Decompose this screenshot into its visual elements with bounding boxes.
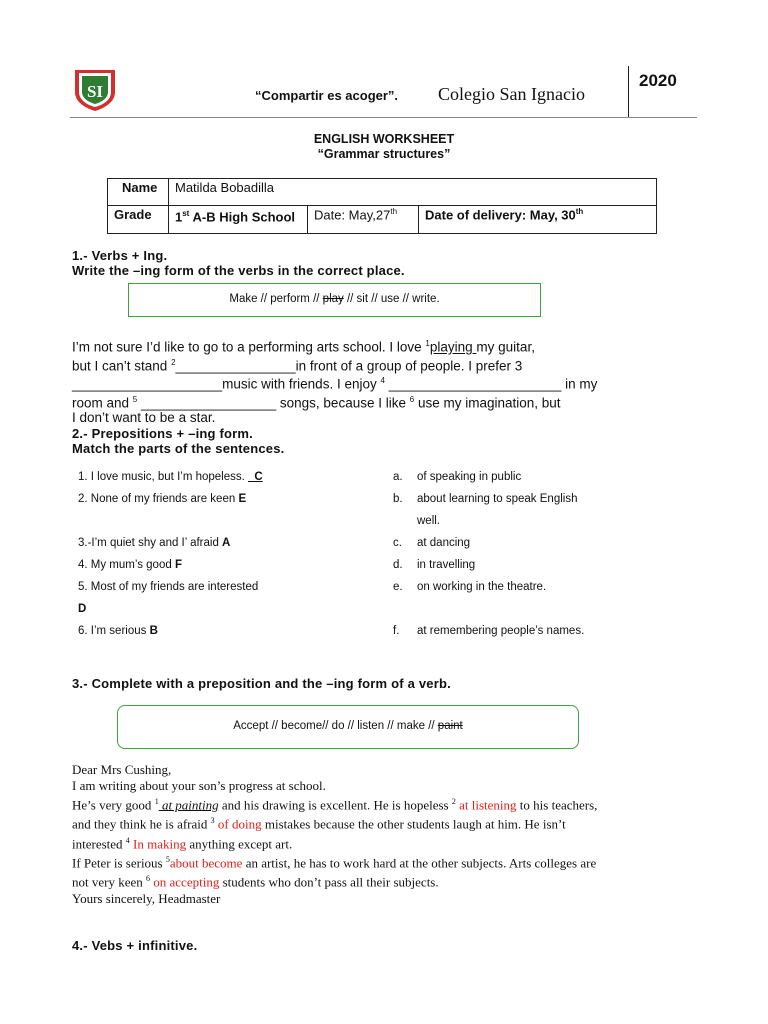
match-right-b: about learning to speak English	[417, 493, 578, 505]
letter-answer-3[interactable]: of doing	[214, 816, 262, 832]
school-name: Colegio San Ignacio	[438, 84, 585, 104]
match-left-4: 4. My mum’s good F	[78, 559, 182, 571]
date-field: Date: May,27th	[308, 206, 419, 234]
match-left-6: 6. I’m serious B	[78, 625, 158, 637]
name-value[interactable]: Matilda Bobadilla	[169, 179, 657, 206]
match-right-b-letter: b.	[393, 493, 403, 505]
letter-answer-1[interactable]: at painting	[158, 797, 219, 813]
match-left-5: 5. Most of my friends are interested	[78, 581, 259, 593]
name-label: Name	[108, 179, 169, 206]
section1-heading: 1.- Verbs + Ing.	[72, 248, 168, 263]
match-right-d: in travelling	[417, 559, 476, 571]
passage-line-1: I’m not sure I’d like to go to a performing arts school. I love $^1$playing my guitar,	[72, 339, 535, 355]
match-right-a: of speaking in public	[417, 471, 522, 483]
letter-signoff: Yours sincerely, Headmaster	[72, 890, 221, 906]
match-right-e-letter: e.	[393, 581, 403, 593]
match-left-5-answer: D	[78, 603, 87, 615]
letter-line-2: He’s very good $^1$ at painting and his drawing is excellent. He is hopeless $^2$ at listening to his teachers,	[72, 797, 598, 813]
match-left-1: 1. I love music, but I’m hopeless. _C	[78, 471, 263, 483]
match-right-d-letter: d.	[393, 559, 403, 571]
match-right-c-letter: c.	[393, 537, 402, 549]
worksheet-subtitle: “Grammar structures”	[317, 147, 451, 161]
letter-line-3: and they think he is afraid $^3$ of doing mistakes because the other students laugh at him. He isn’t	[72, 816, 566, 832]
grade-value: 1st A-B High School	[169, 206, 308, 234]
verb-bank-2: Accept // become// do // listen // make // paint	[233, 720, 463, 732]
worksheet-title: ENGLISH WORKSHEET	[313, 132, 455, 146]
verb-bank-box-2	[117, 705, 579, 749]
letter-answer-4[interactable]: In making	[129, 835, 187, 851]
school-logo	[72, 68, 118, 112]
section3-heading: 3.- Complete with a preposition and the –ing form of a verb.	[72, 676, 451, 691]
match-left-2: 2. None of my friends are keen E	[78, 493, 247, 505]
header-divider	[70, 117, 697, 118]
grade-label: Grade	[108, 206, 169, 234]
passage-line-2: but I can’t stand $^2$________________in front of a group of people. I prefer 3	[72, 357, 523, 373]
verb-bank: Make // perform // play // sit // use // write.	[229, 293, 440, 305]
passage-line-4: room and $^5$ __________________ songs, because I like $^6$ use my imagination, but	[72, 394, 561, 410]
letter-greeting: Dear Mrs Cushing,	[72, 762, 172, 777]
match-right-f: at remembering people’s names.	[417, 625, 585, 637]
match-left-3: 3.-I’m quiet shy and I’ afraid A	[78, 537, 231, 549]
letter-line-1: I am writing about your son’s progress at school.	[72, 778, 326, 793]
match-right-c: at dancing	[417, 537, 471, 549]
section2-heading: 2.- Prepositions + –ing form.	[72, 426, 253, 441]
student-info-table	[107, 178, 657, 234]
year: 2020	[639, 71, 677, 90]
svg-text:SI: SI	[86, 82, 104, 101]
section1-passage	[72, 336, 692, 425]
letter-line-5: If Peter is serious $^5$about become an artist, he has to work hard at the other subjects. Arts colleges are	[72, 854, 597, 871]
section4-heading: 4.- Vebs + infinitive.	[72, 938, 198, 953]
letter-answer-6[interactable]: on accepting	[150, 874, 220, 890]
match-right-a-letter: a.	[393, 471, 403, 483]
verb-bank-box	[128, 283, 541, 317]
passage-line-5: I don’t want to be a star.	[72, 410, 216, 425]
letter-line-6: not very keen $^6$ on accepting students who don’t pass all their subjects.	[72, 874, 439, 890]
passage-line-3: ____________________music with friends. I enjoy $^4$ _______________________ in my	[72, 376, 598, 392]
section1-instructions: Write the –ing form of the verbs in the correct place.	[72, 263, 405, 278]
letter-line-4: interested $^4$ In making anything except art.	[72, 835, 293, 851]
answer-1[interactable]: playing	[429, 339, 477, 355]
letter	[72, 762, 702, 907]
match-right-e: on working in the theatre.	[417, 581, 547, 593]
year-box	[628, 66, 679, 118]
school-motto: “Compartir es acoger”.	[255, 88, 399, 103]
section2-instructions: Match the parts of the sentences.	[72, 441, 285, 456]
letter-answer-5[interactable]: about become	[169, 855, 243, 871]
match-right-b-cont: well.	[417, 515, 441, 527]
letter-answer-2[interactable]: at listening	[455, 797, 517, 813]
match-right-f-letter: f.	[393, 625, 400, 637]
delivery-date-field: Date of delivery: May, 30th	[419, 206, 657, 234]
